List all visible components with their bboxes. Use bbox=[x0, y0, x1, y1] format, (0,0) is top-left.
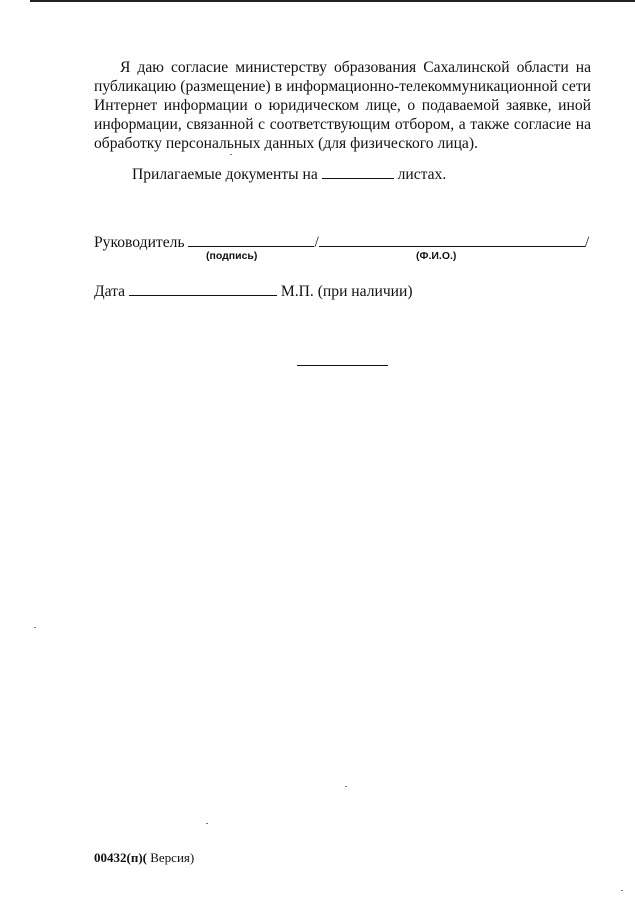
scan-speck bbox=[34, 627, 36, 628]
end-of-form-line bbox=[297, 365, 388, 366]
signature-caption: (подпись) bbox=[206, 250, 258, 262]
document-version: Версия) bbox=[146, 850, 195, 865]
signature-separator: / bbox=[314, 234, 319, 251]
signature-end-separator: / bbox=[584, 234, 590, 251]
sheet-count-field[interactable] bbox=[322, 164, 394, 179]
signature-row bbox=[94, 232, 589, 252]
scan-speck bbox=[206, 823, 208, 824]
signature-field[interactable] bbox=[188, 232, 314, 247]
attachments-suffix: листах. bbox=[397, 166, 447, 183]
attachments-prefix: Прилагаемые документы на bbox=[132, 166, 318, 183]
date-row bbox=[94, 281, 413, 301]
full-name-caption: (Ф.И.О.) bbox=[416, 250, 457, 262]
consent-paragraph: Я даю согласие министерству образования Сахалинской области на публикацию (размещение) в информационно-телекоммуникационной сети Интернет информации о юридическом лице, о подаваемой заявке, иной информации, связанной с соответствующим отбором, а также согласие на обработку персональных данных (для физического лица). bbox=[94, 59, 591, 152]
document-code-number: 00432(п)( bbox=[94, 850, 147, 865]
stamp-note: М.П. (при наличии) bbox=[280, 283, 413, 300]
full-name-field[interactable] bbox=[319, 232, 585, 247]
document-code bbox=[94, 850, 194, 866]
date-field[interactable] bbox=[129, 281, 277, 296]
date-label: Дата bbox=[94, 283, 126, 300]
scan-speck bbox=[621, 890, 623, 891]
scan-speck bbox=[345, 786, 347, 787]
page-top-border bbox=[30, 0, 635, 2]
attachments-line bbox=[132, 164, 446, 184]
head-label: Руководитель bbox=[94, 234, 185, 251]
scan-speck bbox=[230, 154, 232, 155]
